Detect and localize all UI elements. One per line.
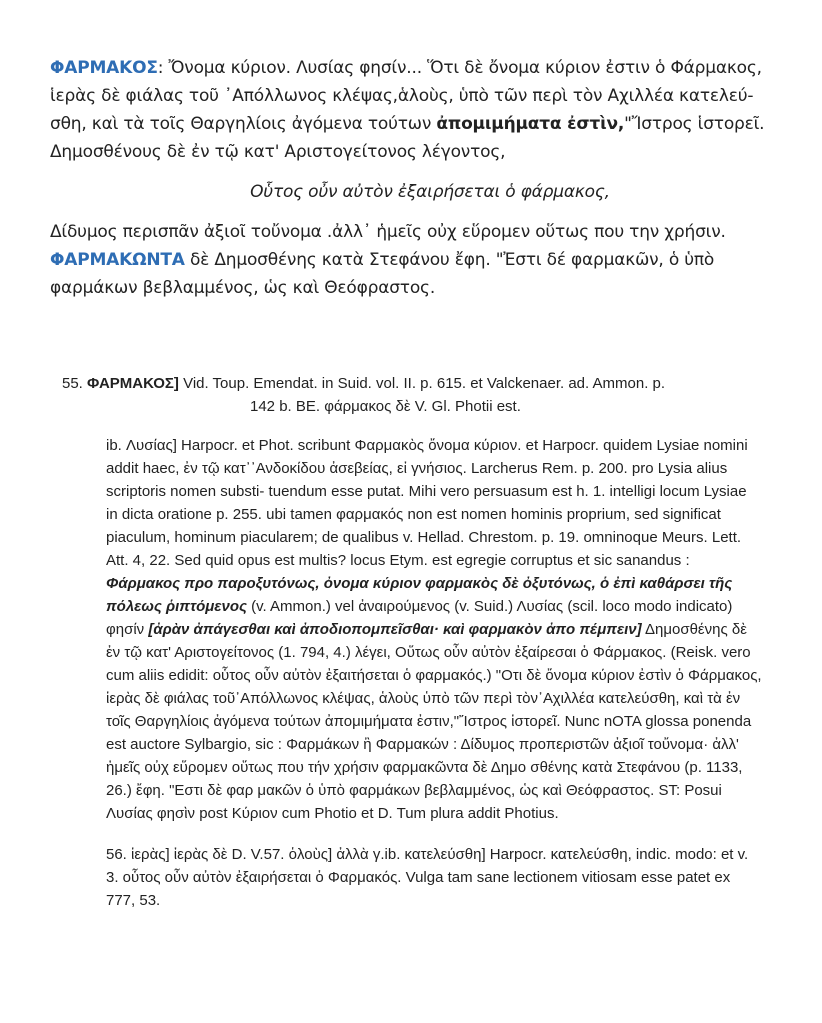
note-55-body [106,434,762,825]
main-text [50,54,780,302]
note-lemma: ΦΑΡΜΑΚΟΣ] [87,375,179,392]
paragraph-text: : Ὄνομα κύριον. Λυσίας φησίν... Ὅτι δὲ ὄνομα κύριον ἐστιν ὁ Φάρμακος, ἱερὰς δὲ φιάλας τοῦ ᾿Απόλλωνος κλέψας,ἁλοὺς, ὑπὸ τῶν περὶ τὸν Αχιλλέα κατελεύ-σθη, καὶ τὰ τοῖς Θαργηλίοις ἀγόμενα τούτων [50,58,762,134]
paragraph-didymos: Δίδυμος περισπᾶν ἀξιοῖ τοὔνομα .ἀλλ᾽ ἡμεῖς οὐχ εὕρομεν οὕτως που την χρήσιν. [50,222,726,242]
note-body-text: ib. Λυσίας] Harpocr. et Phot. scribunt Φαρμακὸς ὄνομα κύριον. et Harpocr. quidem Lysiae nomini addit haec, ἐν τῷ κατ᾽᾿Ανδοκίδου ἀσεβείας, εἰ γνήσιος. Larcherus Rem. p. 200. pro Lysia alius scriptoris nomen substi- tuendum esse putat. Mihi vero persuasum est h. 1. intelligi locum Lysiae in dicta oratione p. 255. ubi tamen φαρμακός non est nomen hominis proprium, sed significat piaculum, hominum piacularem; de qualibus v. Hellad. Chrestom. p. 19. omninoque Meurs. Lett. Att. 4, 22. Sed quid opus est multis? locus Etym. est egregie corruptus et sic sanandus : [106,437,748,569]
note-body-text-2: (v. Ammon.) vel ἀναιρούμενος (v. Suid.) Λυσίας (scil. loco modo indicato) φησίν [106,598,733,638]
lemma-pharmakonta: ΦΑΡΜΑΚΩΝΤΑ [50,250,185,270]
footnotes [62,372,762,912]
note-text-line2: 142 b. BE. φάρμακος δὲ V. Gl. Photii est. [250,398,521,415]
lemma-pharmakos: ΦΑΡΜΑΚΟΣ [50,58,158,78]
quotation: Οὗτος οὖν αὐτὸν ἐξαιρήσεται ὁ φάρμακος, [250,182,610,202]
note-body-text-3: Δημοσθένης δὲ ἐν τῷ κατ' Αριστογείτονος (1. 794, 4.) λέγει, Οὕτως οὖν αὐτὸν ἐξαίρεσαι ὁ Φάρμακος. (Reisk. vero cum aliis edidit: οὗτος οὖν αὐτὸν ἐξαιτήσεται ὁ φαρμακός.) "Oτι δὲ ὄνομα κύριον ἐστὶν ὁ Φάρμακος, ἱερὰς δὲ φιάλας τοῦ᾿Απόλλωνος κλέψας, ἁλοὺς ὑπὸ τῶν περὶ τὸν᾿Αχιλλέα κατελεύσθη, καὶ τὰ ἐν τοῖς Θαργηλίοις ἀγόμενα τούτων ἀπομιμήματα ἐστιν,"Ἴστρος ἱστορεῖ. Nunc nOTA glossa ponenda est auctore Sylbargio, sic : Φαρμάκων ἢ Φαρμακών : Δίδυμος προπεριστῶν ἀξιοῖ τοὔνομα· ἀλλ' ἡμεῖς οὐχ εὕρομεν οὕτως που τήν χρήσιν φαρμακῶντα δὲ Δημο σθένης κατὰ Στεφάνου (p. 1133, 26.) ἔφη. "Eστι δὲ φαρ μακῶν ὁ ὑπὸ φαρμάκων βεβλαμμένος, ὡς καὶ Θεόφραστος. ST: Posui Λυσίας φησὶν post Κύριον cum Photio et D. Tum plura addit Photius. [106,621,762,822]
note-number: 55. [62,375,88,392]
paragraph-pharmakonta [50,246,780,302]
paragraph-pharmakos [50,54,780,166]
note-55-header [62,372,762,418]
paragraph-text: δὲ Δημοσθένης κατὰ Στεφάνου ἔφη. "Ἐστι δέ φαρμακῶν, ὁ ὑπὸ φαρμάκων βεβλαμμένος, ὡς καὶ Θεόφραστος. [50,250,715,298]
bold-phrase: ἀπομιμήματα ἐστὶν, [436,114,625,134]
note-56: 56. ἱερὰς] ἱερὰς δὲ D. V.57. ὁλοὺς] ἀλλὰ γ.ib. κατελεύσθη] Harpocr. κατελεύσθη, indic. modo: et v. 3. οὗτος οὖν αὐτὸν ἐξαιρήσεται ὁ Φαρμακός. Vulga tam sane lectionem vitiosam esse patet ex 777, 53. [106,846,749,909]
lysias-citation: [ἀρὰν ἀπάγεσθαι καὶ ἀποδιοπομπεῖσθαι· καὶ φαρμακὸν ἀπο πέμπειν] [148,621,642,638]
paragraph-text-cont: "Ἴστρος ἱστορεῖ. Δημοσθένους δὲ ἐν τῷ κατ' Αριστογείτονος λέγοντος, [50,114,765,162]
etym-citation: Φάρμακος προ παροξυτόνως, ὀνομα κύριον φαρμακὸς δὲ ὀξυτόνως, ὁ ἐπὶ καθάρσει τῆς πόλεως ῥιπτόμενος [106,575,733,615]
note-text: Vid. Toup. Emendat. in Suid. vol. II. p. 615. et Valckenaer. ad. Ammon. p. [178,375,666,392]
